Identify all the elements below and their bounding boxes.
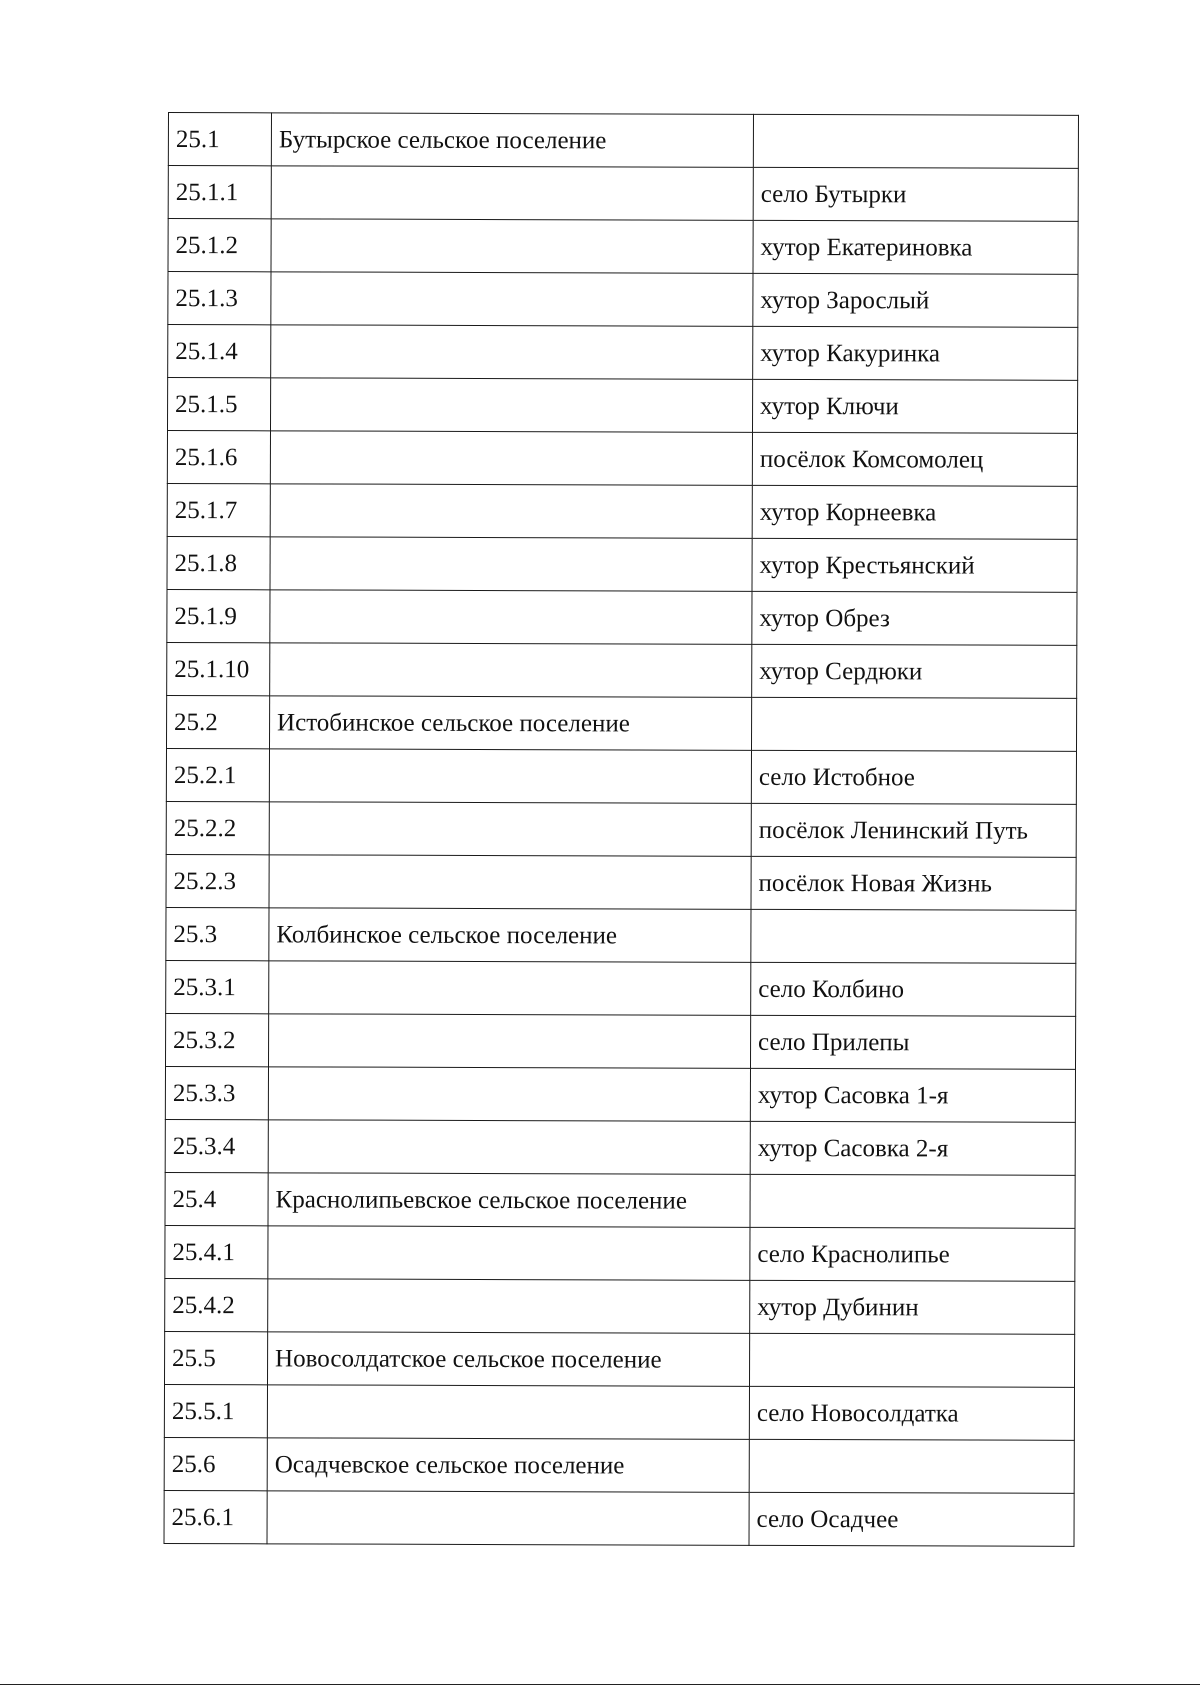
table-row [166, 907, 1076, 963]
locality-name-cell: хутор Какуринка [753, 326, 1078, 380]
table-row [165, 1225, 1075, 1281]
row-number-cell: 25.1.9 [167, 589, 270, 642]
table-row [168, 113, 1078, 169]
settlement-group-cell [268, 1279, 750, 1334]
locality-name-cell: посёлок Новая Жизнь [751, 856, 1076, 910]
table-row [168, 219, 1078, 275]
row-number-cell: 25.1.10 [167, 642, 270, 695]
row-number-cell: 25.4 [165, 1172, 268, 1225]
settlements-table-body [164, 113, 1078, 1547]
locality-name-cell: хутор Дубинин [750, 1280, 1075, 1334]
table-row [165, 1331, 1075, 1387]
settlement-group-cell: Бутырское сельское поселение [271, 113, 753, 168]
row-number-cell: 25.4.2 [165, 1278, 268, 1331]
locality-name-cell: село Истобное [751, 750, 1076, 804]
locality-name-cell: село Осадчее [749, 1492, 1074, 1546]
locality-name-cell: хутор Сердюки [752, 644, 1077, 698]
table-row [165, 1066, 1075, 1122]
table-row [164, 1437, 1074, 1493]
settlements-table [164, 112, 1079, 1547]
table-row [167, 483, 1077, 539]
row-number-cell: 25.3.2 [166, 1013, 269, 1066]
row-number-cell: 25.3.3 [165, 1066, 268, 1119]
row-number-cell: 25.3.1 [166, 960, 269, 1013]
settlement-group-cell [271, 219, 753, 274]
locality-name-cell: село Новосолдатка [749, 1386, 1074, 1440]
locality-name-cell [750, 1174, 1075, 1228]
settlement-group-cell [269, 749, 751, 804]
locality-name-cell: хутор Сасовка 2-я [750, 1121, 1075, 1175]
settlement-group-cell [269, 855, 751, 910]
locality-name-cell: хутор Сасовка 1-я [750, 1068, 1075, 1122]
table-row [165, 1278, 1075, 1334]
row-number-cell: 25.5 [165, 1331, 268, 1384]
locality-name-cell: село Бутырки [753, 167, 1078, 221]
settlement-group-cell: Истобинское сельское поселение [269, 696, 751, 751]
page-bottom-rule [0, 1684, 1200, 1685]
settlement-group-cell: Краснолипьевское сельское поселение [268, 1173, 750, 1228]
row-number-cell: 25.2.2 [166, 801, 269, 854]
locality-name-cell [751, 909, 1076, 963]
settlement-group-cell [269, 802, 751, 857]
row-number-cell: 25.1.7 [167, 483, 270, 536]
table-row [164, 1384, 1074, 1440]
table-row [167, 536, 1077, 592]
row-number-cell: 25.5.1 [164, 1384, 267, 1437]
row-number-cell: 25.1.6 [167, 431, 270, 484]
settlement-group-cell: Новосолдатское сельское поселение [268, 1332, 750, 1387]
row-number-cell: 25.2.1 [166, 748, 269, 801]
row-number-cell: 25.1 [168, 113, 271, 166]
settlement-group-cell [270, 643, 752, 698]
settlement-group-cell: Колбинское сельское поселение [269, 908, 751, 963]
locality-name-cell: посёлок Ленинский Путь [751, 803, 1076, 857]
locality-name-cell: село Краснолипье [750, 1227, 1075, 1281]
row-number-cell: 25.1.5 [167, 378, 270, 431]
settlement-group-cell [271, 272, 753, 327]
table-row [167, 431, 1077, 487]
settlement-group-cell [268, 1067, 750, 1122]
settlement-group-cell [267, 1385, 749, 1440]
table-row [166, 748, 1076, 804]
table-row [168, 325, 1078, 381]
table-row [168, 166, 1078, 222]
settlement-group-cell: Осадчевское сельское поселение [267, 1438, 749, 1493]
locality-name-cell: хутор Обрез [752, 591, 1077, 645]
settlement-group-cell [271, 325, 753, 380]
row-number-cell: 25.1.2 [168, 219, 271, 272]
row-number-cell: 25.2.3 [166, 854, 269, 907]
locality-name-cell: хутор Заpослый [753, 273, 1078, 327]
row-number-cell: 25.2 [167, 695, 270, 748]
settlement-group-cell [270, 590, 752, 645]
table-row [165, 1119, 1075, 1175]
table-row [166, 1013, 1076, 1069]
settlement-group-cell [268, 1226, 750, 1281]
settlement-group-cell [270, 484, 752, 539]
row-number-cell: 25.1.4 [168, 325, 271, 378]
table-row [168, 272, 1078, 328]
settlement-group-cell [270, 537, 752, 592]
settlement-group-cell [270, 431, 752, 486]
locality-name-cell [751, 697, 1076, 751]
settlement-group-cell [267, 1491, 749, 1546]
table-row [167, 589, 1077, 645]
settlement-group-cell [271, 166, 753, 221]
table-row [167, 642, 1077, 698]
row-number-cell: 25.6 [164, 1437, 267, 1490]
table-row [164, 1490, 1074, 1546]
settlement-group-cell [269, 1014, 751, 1069]
locality-name-cell: посёлок Комсомолец [752, 432, 1077, 486]
table-row [166, 854, 1076, 910]
settlement-group-cell [270, 378, 752, 433]
locality-name-cell: хутор Крестьянский [752, 538, 1077, 592]
row-number-cell: 25.1.1 [168, 166, 271, 219]
settlement-group-cell [268, 1120, 750, 1175]
locality-name-cell: хутор Корнеевка [752, 485, 1077, 539]
row-number-cell: 25.3 [166, 907, 269, 960]
table-row [166, 801, 1076, 857]
row-number-cell: 25.6.1 [164, 1490, 267, 1543]
locality-name-cell: хутор Ключи [752, 379, 1077, 433]
table-row [167, 695, 1077, 751]
locality-name-cell: село Прилепы [750, 1015, 1075, 1069]
row-number-cell: 25.3.4 [165, 1119, 268, 1172]
row-number-cell: 25.1.8 [167, 536, 270, 589]
table-row [165, 1172, 1075, 1228]
row-number-cell: 25.4.1 [165, 1225, 268, 1278]
row-number-cell: 25.1.3 [168, 272, 271, 325]
locality-name-cell [749, 1333, 1074, 1387]
locality-name-cell [749, 1439, 1074, 1493]
table-row [167, 378, 1077, 434]
locality-name-cell: хутор Екатериновка [753, 220, 1078, 274]
locality-name-cell [753, 114, 1078, 168]
table-row [166, 960, 1076, 1016]
locality-name-cell: село Колбино [751, 962, 1076, 1016]
settlement-group-cell [269, 961, 751, 1016]
